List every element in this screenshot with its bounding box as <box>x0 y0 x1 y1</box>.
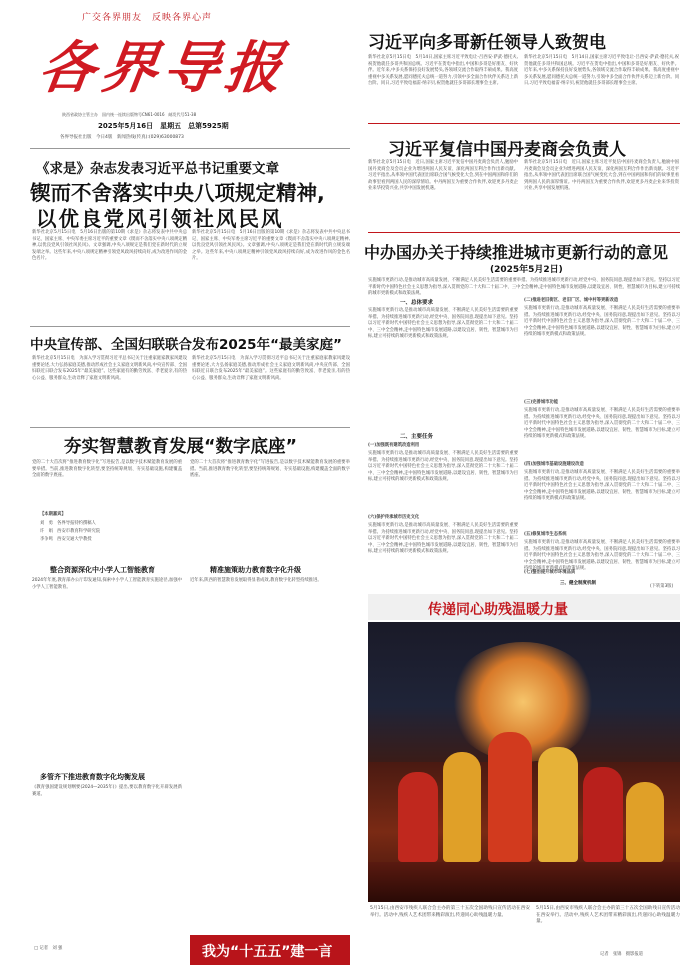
story6-panel-title: 【本期嘉宾】 <box>40 512 66 517</box>
story5-headline: 中央宣传部、全国妇联联合发布2025年“最美家庭” <box>30 337 342 353</box>
story4-item-6: (六)保护传承城市历史文化 <box>368 515 420 520</box>
story6-guest-1: 刘 勇 各界导报特约撰稿人 <box>40 521 96 526</box>
story4-body-col1b: 实施城市更新行动,是推动城市高质量发展、不断满足人民美好生活需要的重要举措。为持续推进城市更新行动,经党中央、国务院同意,现提出如下意见。坚持以习近平新时代中国特色社会主义思想为指导,深入贯彻党的二十大和二十届二中、三中全会精神,走中国特色城市发展道路,以建设宜居、韧性、智慧城市为目标,建立可持续的城市更新模式和政策法规。 <box>368 451 518 483</box>
story4-body-col1: 实施城市更新行动,是推动城市高质量发展、不断满足人民美好生活需要的重要举措。为持续推进城市更新行动,经党中央、国务院同意,现提出如下意见。坚持以习近平新时代中国特色社会主义思想为指导,深入贯彻党的二十大和二十届二中、三中全会精神,走中国特色城市发展道路,以建设宜居、韧性、智慧城市为目标,建立可持续的城市更新模式和政策法规。 <box>368 308 518 340</box>
story3-headline-2: 以优良党风引领社风民风 <box>36 207 284 231</box>
story4-body-col2c: 实施城市更新行动,是推动城市高质量发展、不断满足人民美好生活需要的重要举措。为持续推进城市更新行动,经党中央、国务院同意,现提出如下意见。坚持以习近平新时代中国特色社会主义思想为指导,深入贯彻党的二十大和二十届二中、三中全会精神,走中国特色城市发展道路,以建设宜居、韧性、智慧城市为目标,建立可持续的城市更新模式和政策法规。 <box>524 470 680 502</box>
story4-item-2: (二)推进老旧街区、老旧厂区、城中村等更新改造 <box>524 298 619 303</box>
story4-section-2: 二、主要任务 <box>400 434 434 440</box>
story3-body-col2: 新华社北京5月15日电 5月16日出版的第10期《求是》杂志将发表中共中央总书记、国家主席、中央军委主席习近平的重要文章《锲而不舍落实中央八项规定精神,以优良党风引领社风民风》。文章强调,中央八项规定是我们党在新时代的立规发端之举。这些年来,中央八项规定精神引领党风政风持续向好,成为改进作风的金色名片。 <box>192 230 350 262</box>
divider <box>368 232 680 233</box>
photo-caption: 5月15日,由西安市残疾人联合会主办的第三十五次全国助残日宣传活动在西安举行。活动中,残疾人艺术团带来精彩演出,传递同心助残温暖力量。 <box>370 906 530 918</box>
story5-body-col2: 新华社北京5月15日电 为深入学习贯彻习近平总书记关于注重家庭家教家风建设重要论述,大力弘扬家庭美德,推动形成社会主义家庭文明新风尚,中央宣传部、全国妇联近日联合发布2025年“最美家庭”。这些家庭有的勤劳致富、孝老爱亲,有的热心公益、服务群众,生动诠释了家庭文明新风尚。 <box>192 356 350 381</box>
story6-sub2-body: 近年来,陕西的智慧教育发展取得显著成效,教育数字化转型持续推进。 <box>190 578 322 583</box>
story4-headline: 中办国办关于持续推进城市更新行动的意见 <box>364 243 669 262</box>
banner-text: 我为“十五五”建一言 <box>202 944 333 960</box>
story4-item-1: (一)加强既有建筑改造利用 <box>368 443 420 448</box>
banner <box>190 935 350 965</box>
story1-body-col2: 新华社北京5月15日电 5月14日,国家主席习近平致电让-吕西安·萨武·德托夫,祝贺他就任多哥共和国总统。习近平在贺电中指出,中国和多哥是好朋友、好伙伴。近年来,中多关系保持良好发展势头,各领域交流合作取得丰硕成果。我高度重视中多关系发展,愿同德托夫总统一道努力,引领中多全面合作伙伴关系迈上新台阶。同日,习近平致电福雷·纳辛贝,祝贺他就任多哥部长理事会主席。 <box>524 55 679 87</box>
story1-headline: 习近平向多哥新任领导人致贺电 <box>368 33 606 53</box>
story4-body-col1c: 实施城市更新行动,是推动城市高质量发展、不断满足人民美好生活需要的重要举措。为持续推进城市更新行动,经党中央、国务院同意,现提出如下意见。坚持以习近平新时代中国特色社会主义思想为指导,深入贯彻党的二十大和二十届二中、三中全会精神,走中国特色城市发展道路,以建设宜居、韧性、智慧城市为目标,建立可持续的城市更新模式和政策法规。 <box>368 523 518 555</box>
divider <box>30 427 350 428</box>
story4-body-col2b: 实施城市更新行动,是推动城市高质量发展、不断满足人民美好生活需要的重要举措。为持续推进城市更新行动,经党中央、国务院同意,现提出如下意见。坚持以习近平新时代中国特色社会主义思想为指导,深入贯彻党的二十大和二十届二中、三中全会精神,走中国特色城市发展道路,以建设宜居、韧性、智慧城市为目标,建立可持续的城市更新模式和政策法规。 <box>524 408 680 440</box>
story3-kicker: 《求是》杂志发表习近平总书记重要文章 <box>36 161 279 177</box>
photo-headline-bar <box>368 594 680 620</box>
story4-section-3: 三、健全制度机制 <box>560 581 596 586</box>
story5-body: 新华社北京5月15日电 为深入学习贯彻习近平总书记关于注重家庭家教家风建设重要论述,大力弘扬家庭美德,推动形成社会主义家庭文明新风尚,中央宣传部、全国妇联近日联合发布2025年“最美家庭”。这些家庭有的勤劳致富、孝老爱亲,有的热心公益、服务群众,生动诠释了家庭文明新风尚。 <box>32 356 187 381</box>
masthead-date: 2025年5月16日 星期五 总第5925期 <box>98 122 229 130</box>
photo-credit: 记者 张锦 摄影报道 <box>600 952 643 957</box>
story6-sub3-body: 《教育强国建设规划纲要(2024—2035年)》提出,要以教育数字化开辟发展新赛道。 <box>32 785 182 797</box>
story4-continued: (下转第3版) <box>650 584 674 589</box>
story3-headline-1: 锲而不舍落实中央八项规定精神, <box>30 181 325 205</box>
story4-item-4: (四)加强城市基础设施建设改造 <box>524 462 584 467</box>
photo-caption-col2: 5月15日,由西安市残疾人联合会主办的第三十五次全国助残日宣传活动在西安举行。活动中,残疾人艺术团带来精彩演出,传递同心助残温暖力量。 <box>536 906 680 925</box>
masthead-title: 各界导报 <box>34 35 293 101</box>
story4-subhead: (2025年5月2日) <box>490 265 563 275</box>
masthead-slogan: 广交各界朋友 反映各界心声 <box>82 13 213 23</box>
story4-intro: 实施城市更新行动,是推动城市高质量发展、不断满足人民美好生活需要的重要举措。为持续推进城市更新行动,经党中央、国务院同意,现提出如下意见。坚持以习近平新时代中国特色社会主义思想为指导,深入贯彻党的二十大和二十届二中、三中全会精神,走中国特色城市发展道路,以建设宜居、韧性、智慧城市为目标,建立可持续的城市更新模式和政策法规。 <box>368 278 680 297</box>
story6-sub1-body: 2024年年底,教育部办公厅印发通知,探索中小学人工智能教育实施途径,加强中小学人工智能教育。 <box>32 578 182 590</box>
story4-body-col2d: 实施城市更新行动,是推动城市高质量发展、不断满足人民美好生活需要的重要举措。为持续推进城市更新行动,经党中央、国务院同意,现提出如下意见。坚持以习近平新时代中国特色社会主义思想为指导,深入贯彻党的二十大和二十届二中、三中全会精神,走中国特色城市发展道路,以建设宜居、韧性、智慧城市为目标,建立可持续的城市更新模式和政策法规。 <box>524 540 680 572</box>
masthead-issn: 陕西省政协主管主办 国内统一连续出版物号CN61-0016 邮发代号51-38 <box>62 112 197 117</box>
performance-photo <box>368 622 680 902</box>
masthead-pages: 各界导报社出版 今日4版 新闻热线(传真):(029)63000873 <box>60 135 184 140</box>
story6-body-col2: 党的二十大首次将“推进教育数字化”写进报告,是以数字技术赋能教育发展的重要举措。当前,推进教育数字化转型,要坚持统筹规划、夯实基础设施,构建覆盖全面的数字底座。 <box>190 460 350 479</box>
story6-guest-3: 李争鸣 西安交通大学教授 <box>40 537 92 542</box>
footer-reporter: □ 记者 刘 强 <box>34 946 63 951</box>
divider <box>30 148 350 149</box>
story6-body: 党的二十大首次将“推进教育数字化”写进报告,是以数字技术赋能教育发展的重要举措。当前,推进教育数字化转型,要坚持统筹规划、夯实基础设施,构建覆盖全面的数字底座。 <box>32 460 182 479</box>
divider <box>30 326 350 327</box>
story4-item-7: (七)整治提升城市环境品质 <box>524 570 576 575</box>
story4-item-5: (五)修复城市生态系统 <box>524 532 567 537</box>
story2-headline: 习近平复信中国丹麦商会负责人 <box>388 140 626 160</box>
divider <box>368 123 680 124</box>
story6-sub2-title: 精准施策助力教育数字化升级 <box>210 566 301 574</box>
story4-body-col2: 实施城市更新行动,是推动城市高质量发展、不断满足人民美好生活需要的重要举措。为持续推进城市更新行动,经党中央、国务院同意,现提出如下意见。坚持以习近平新时代中国特色社会主义思想为指导,深入贯彻党的二十大和二十届二中、三中全会精神,走中国特色城市发展道路,以建设宜居、韧性、智慧城市为目标,建立可持续的城市更新模式和政策法规。 <box>524 306 680 338</box>
story1-body: 新华社北京5月15日电 5月14日,国家主席习近平致电让-吕西安·萨武·德托夫,祝贺他就任多哥共和国总统。习近平在贺电中指出,中国和多哥是好朋友、好伙伴。近年来,中多关系保持良好发展势头,各领域交流合作取得丰硕成果。我高度重视中多关系发展,愿同德托夫总统一道努力,引领中多全面合作伙伴关系迈上新台阶。同日,习近平致电福雷·纳辛贝,祝贺他就任多哥部长理事会主席。 <box>368 55 518 87</box>
story2-body: 新华社北京5月15日电 近日,国家主席习近平复信中国丹麦商会负责人,勉励中国丹麦商会及会员企业为增进两国人民友谊、深化两国互利合作作出新贡献。习近平指出,从率领中国代表团出席联合国气候变化大会,到在中国两国和你们的故事里看到两国人民的深厚情谊。中丹两国互为重要合作伙伴,欢迎更多丹麦企业来华投资兴业,共享中国发展机遇。 <box>368 160 518 192</box>
photo-headline: 传递同心助残温暖力量 <box>428 602 568 618</box>
story6-sub1-title: 整合资源深化中小学人工智能教育 <box>50 566 155 574</box>
story3-body: 新华社北京5月15日电 5月16日出版的第10期《求是》杂志将发表中共中央总书记、国家主席、中央军委主席习近平的重要文章《锲而不舍落实中央八项规定精神,以优良党风引领社风民风》。文章强调,中央八项规定是我们党在新时代的立规发端之举。这些年来,中央八项规定精神引领党风政风持续向好,成为改进作风的金色名片。 <box>32 230 187 262</box>
story6-sub3-title: 多管齐下推进教育数字化均衡发展 <box>40 773 145 781</box>
story6-headline: 夯实智慧教育发展“数字底座” <box>64 437 298 457</box>
story4-item-3: (三)完善城市功能 <box>524 400 559 405</box>
story4-section-1: 一、总体要求 <box>400 300 434 306</box>
story6-guest-2: 许 娟 西安市教育科学研究院 <box>40 529 101 534</box>
story2-body-col2: 新华社北京5月15日电 近日,国家主席习近平复信中国丹麦商会负责人,勉励中国丹麦商会及会员企业为增进两国人民友谊、深化两国互利合作作出新贡献。习近平指出,从率领中国代表团出席联合国气候变化大会,到在中国两国和你们的故事里看到两国人民的深厚情谊。中丹两国互为重要合作伙伴,欢迎更多丹麦企业来华投资兴业,共享中国发展机遇。 <box>524 160 679 192</box>
